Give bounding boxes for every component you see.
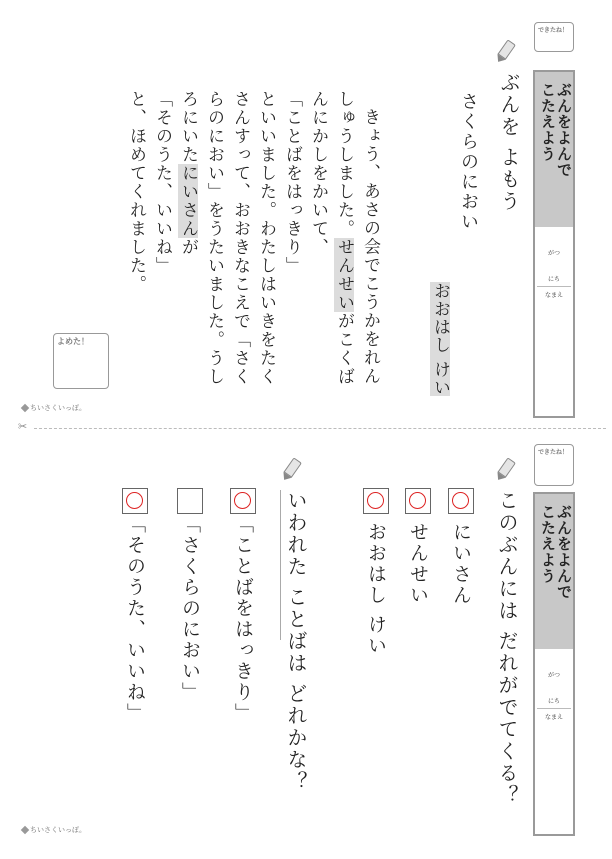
checked-circle-icon — [126, 492, 143, 509]
side-header-2 — [535, 494, 573, 649]
done-badge-label: できたね！ — [538, 27, 569, 34]
checked-circle-icon — [234, 492, 251, 509]
highlighted-word: にいさん — [178, 164, 198, 238]
q1-option-2: せんせい — [407, 522, 429, 606]
side-header — [535, 72, 573, 227]
q1-option-1: にいさん — [450, 522, 472, 606]
story-line: さんすって、おおきなこえで「さく — [230, 90, 250, 386]
q1-option-3: おおはし けい — [365, 522, 387, 657]
story-line: ろにいたにいさんが — [178, 90, 198, 257]
side-panel — [533, 70, 575, 418]
story-line: んにかしをかいて、 — [308, 90, 328, 257]
side-header-line-2: こたえよう — [539, 82, 557, 162]
story-line: らのにおい」をうたいました。うし — [204, 90, 224, 386]
story-line: 「ことばをはっきり」 — [282, 90, 302, 275]
pencil-icon-3 — [280, 457, 302, 482]
day-label: にち — [547, 276, 560, 283]
question-1: このぶんには だれがでてくる？ — [495, 490, 519, 807]
q2-checkbox-1[interactable] — [230, 488, 256, 514]
q1-checkbox-1[interactable] — [448, 488, 474, 514]
side-header-line-1: ぶんをよんで — [555, 82, 573, 178]
done-badge — [534, 22, 574, 52]
checked-circle-icon — [452, 492, 469, 509]
done-badge-2 — [534, 444, 574, 486]
brand-logo-2 — [22, 825, 86, 835]
section-heading: ぶんを よもう — [497, 72, 521, 213]
side-header-2-line-2: こたえよう — [539, 504, 557, 584]
story-line: 「そのうた、いいね」 — [152, 90, 172, 275]
q1-checkbox-3[interactable] — [363, 488, 389, 514]
brand-mark-icon-2 — [21, 826, 29, 834]
q2-checkbox-2[interactable] — [177, 488, 203, 514]
story-line: きょう、あさの会でこうかをれん — [360, 108, 380, 386]
scissors-icon: ✂ — [18, 420, 28, 433]
story-line: といいました。わたしはいきをたく — [256, 90, 276, 386]
month-label: がつ — [547, 250, 560, 257]
author-name — [428, 282, 452, 396]
highlighted-word: せんせい — [334, 238, 354, 312]
checked-circle-icon — [409, 492, 426, 509]
name-rule — [537, 286, 571, 287]
q2-option-3: 「そのうた、いいね」 — [124, 514, 146, 724]
q1-checkbox-2[interactable] — [405, 488, 431, 514]
read-stamp-label: よめた！ — [57, 337, 89, 346]
brand-mark-icon — [21, 404, 29, 412]
month-label-2: がつ — [547, 672, 560, 679]
story-line: しゅうしました。せんせいがこくば — [334, 90, 354, 386]
done-badge-2-label: できたね！ — [538, 449, 569, 456]
author-name-text: おおはし けい — [430, 282, 450, 397]
q2-option-2: 「さくらのにおい」 — [179, 514, 201, 703]
name-label: なまえ — [544, 292, 563, 299]
name-rule-2 — [537, 708, 571, 709]
name-label-2: なまえ — [544, 714, 563, 721]
side-header-2-line-1: ぶんをよんで — [555, 504, 573, 600]
side-panel-2 — [533, 492, 575, 836]
question-2: いわれた ことばは どれかな？ — [280, 490, 309, 640]
story-title: さくらのにおい — [458, 92, 479, 232]
read-stamp-box — [53, 333, 109, 389]
brand-text: ちいさくいっぽ。 — [30, 404, 86, 412]
day-label-2: にち — [547, 698, 560, 705]
brand-logo — [22, 403, 86, 413]
checked-circle-icon — [367, 492, 384, 509]
pencil-icon — [494, 39, 516, 64]
story-line: と、ほめてくれました。 — [126, 90, 146, 294]
q2-checkbox-3[interactable] — [122, 488, 148, 514]
cut-line — [34, 428, 606, 429]
brand-text-2: ちいさくいっぽ。 — [30, 826, 86, 834]
story-body — [123, 90, 383, 390]
q2-option-1: 「ことばをはっきり」 — [232, 514, 254, 724]
pencil-icon-2 — [494, 457, 516, 482]
